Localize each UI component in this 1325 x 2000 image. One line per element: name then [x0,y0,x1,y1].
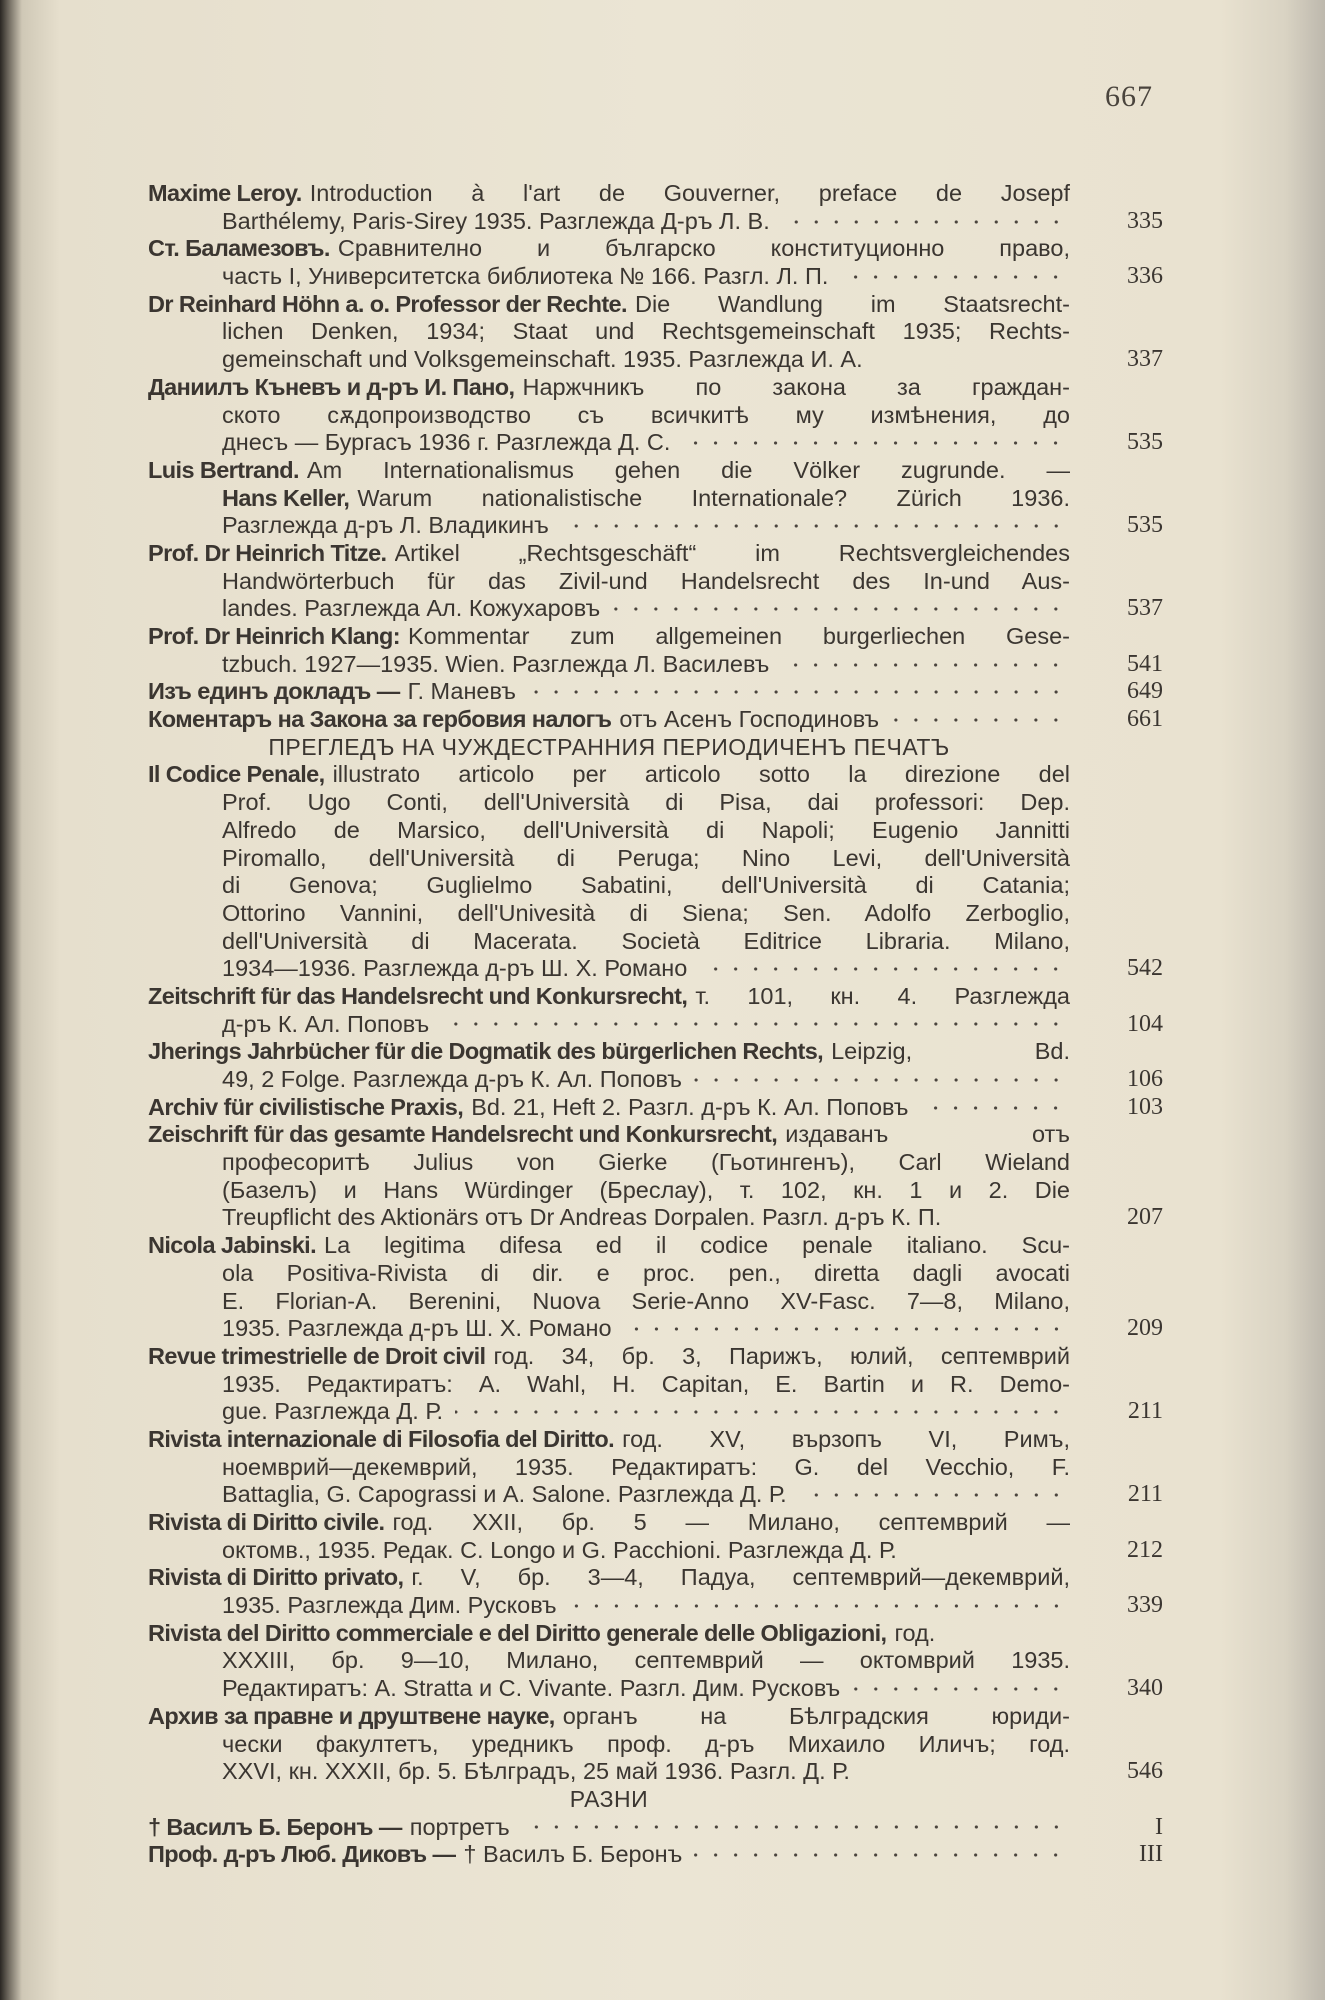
entry-lead: Revue trimestrielle de Droit civil [148,1342,486,1369]
dot-leader [612,606,1066,612]
entry-text [148,1149,1070,1177]
entry-body: di Genova; Guglielmo Sabatini, dell'Università di Catania; [222,872,1070,899]
entry-text [148,595,1070,623]
entry-text [148,1177,1070,1205]
entry-line [148,1038,1163,1066]
entry-line [148,872,1163,900]
entry-body: † Василъ Б. Беронъ [463,1841,683,1868]
entry-text [148,540,1070,568]
entry-body: La legitima difesa ed il codice penale italiano. Scu- [324,1232,1070,1259]
entry-body: год. 34, бр. 3, Парижъ, юлий, септемврий [493,1342,1070,1369]
entry-line [148,706,1163,734]
dot-leader [920,1105,1066,1111]
entry-body: 1934—1936. Разглежда д-ръ Ш. Х. Романо [222,955,688,982]
page-ref: 546 [1127,1758,1163,1785]
dot-leader [852,1686,1066,1692]
entry-line [148,761,1163,789]
entry-lead: Ст. Баламезовъ. [148,235,330,262]
dot-leader [528,689,1066,695]
dot-leader [840,274,1066,280]
toc-entry [148,1094,1163,1122]
entry-line [148,1620,1163,1648]
entry-text [148,1537,1070,1565]
page-ref: 336 [1127,263,1163,290]
entry-text [148,1426,1070,1454]
dot-leader [781,662,1066,668]
table-of-contents [148,180,1163,1869]
entry-line [148,651,1163,679]
entry-line [148,235,1163,263]
page-ref: 212 [1127,1536,1163,1563]
entry-lead: Hans Keller, [222,484,350,511]
entry-text [148,485,1070,513]
dot-leader [522,1824,1066,1830]
entry-body: днесъ — Бургасъ 1936 г. Разглежда Д. С. [222,429,671,456]
entry-body: 49, 2 Folge. Разглежда д-ръ К. Ал. Поповъ [222,1066,682,1092]
entry-text [148,1731,1070,1759]
entry-line [148,623,1163,651]
entry-line [148,1454,1163,1482]
entry-body: Piromallo, dell'Università di Peruga; Nino Levi, dell'Università [222,844,1070,871]
page-ref: 649 [1127,678,1163,705]
entry-text [148,1454,1070,1482]
entry-text [148,1315,1070,1343]
entry-lead: Rivista di Diritto privato, [148,1564,404,1591]
dot-leader [441,1021,1066,1027]
section-heading: ПРЕГЛЕДЪ НА ЧУЖДЕСТРАННИЯ ПЕРИОДИЧЕНЪ ПЕЧАТЪ [268,733,950,760]
entry-lead: Проф. д-ръ Люб. Диковъ — [148,1841,456,1868]
entry-body: год. XXII, бр. 5 — Милано, септемврий — [392,1509,1070,1535]
entry-text [148,1204,1070,1232]
page-number: 667 [1105,80,1153,113]
entry-text [148,761,1070,789]
entry-body: Prof. Ugo Conti, dell'Università di Pisa, dai professori: Dep. [222,789,1070,816]
toc-entry [148,1509,1163,1564]
entry-line [148,346,1163,374]
entry-text [148,1011,1070,1039]
entry-line [148,1758,1163,1786]
entry-text [148,1038,1070,1066]
dot-leader [569,1603,1066,1609]
entry-lead: Rivista internazionale di Filosofia del Diritto. [148,1425,615,1452]
entry-lead: Архив за правне и друштвене науке, [148,1702,555,1729]
entry-lead: Luis Bertrand. [148,456,299,483]
entry-text [148,1343,1070,1371]
toc-entry [148,235,1163,290]
entry-body: Leipzig, Bd. [831,1038,1070,1065]
toc-entry [148,1038,1163,1093]
entry-body: 1935. Редактиратъ: A. Wahl, H. Capitan, E. Bartin и R. Demo- [222,1370,1070,1397]
entry-lead: Il Codice Penale, [148,761,325,788]
toc-entry [148,374,1163,457]
toc-entry [148,1620,1163,1703]
entry-body: Am Internationalismus gehen die Völker zugrunde. — [306,456,1070,483]
entry-body: XXXIII, бр. 9—10, Милано, септемврий — октомврий 1935. [222,1647,1070,1674]
page-ref: 209 [1127,1315,1163,1342]
page-ref: 340 [1127,1675,1163,1702]
entry-line [148,928,1163,956]
entry-line [148,789,1163,817]
toc-entry [148,1343,1163,1426]
entry-line [148,457,1163,485]
entry-line [148,291,1163,319]
entry-text [148,1232,1070,1260]
entry-line [148,1343,1163,1371]
entry-line [148,540,1163,568]
entry-body: д-ръ К. Ал. Поповъ [222,1010,430,1037]
page-ref: I [1155,1813,1163,1840]
entry-body: 1935. Разглежда Дим. Русковъ [222,1592,557,1619]
entry-body: ноемврий—декемврий, 1935. Редактиратъ: G. del Vecchio, F. [222,1453,1070,1480]
toc-entry [148,1232,1163,1343]
entry-line [148,1204,1163,1232]
entry-body: dell'Università di Macerata. Società Editrice Libraria. Milano, [222,927,1070,954]
entry-line [148,1509,1163,1537]
entry-line [148,1426,1163,1454]
toc-entry [148,1703,1163,1786]
entry-line [148,845,1163,873]
entry-text [148,1094,1070,1122]
entry-line [148,263,1163,291]
entry-line [148,1814,1163,1842]
entry-lead: Nicola Jabinski. [148,1232,317,1259]
entry-body: ското сѫдопроизводство съ всичкитѣ му измѣнения, до [222,401,1070,428]
page-ref: 106 [1127,1066,1163,1092]
entry-body: Battaglia, G. Capograssi и A. Salone. Разглежда Д. Р. [222,1481,787,1508]
entry-lead: Zeitschrift für das Handelsrecht und Konkursrecht, [148,982,688,1009]
entry-text [148,263,1070,291]
entry-body: gue. Разглежда Д. Р. [222,1398,444,1425]
entry-text [148,1814,1070,1842]
entry-body: Kommentar zum allgemeinen burgerliechen Gese- [407,623,1070,649]
page-ref: 337 [1127,346,1163,373]
page-ref: 339 [1127,1592,1163,1619]
entry-body: Warum nationalistische Internationale? Zürich 1936. [357,484,1070,511]
entry-text [148,1647,1070,1675]
entry-lead: Prof. Dr Heinrich Titze. [148,539,387,566]
entry-lead: Даниилъ Къневъ и д-ръ И. Пано, [148,373,515,400]
entry-line [148,1177,1163,1205]
entry-line [148,678,1163,706]
toc-entry [148,623,1163,678]
page-ref: 211 [1127,1481,1163,1508]
toc-entry [148,180,1163,235]
page-ref: 335 [1127,207,1163,234]
entry-lead: Rivista del Diritto commerciale e del Diritto generale delle Obligazioni, [148,1619,887,1646]
entry-line [148,318,1163,346]
page-ref: 104 [1127,1010,1163,1037]
page-ref: 542 [1127,955,1163,982]
entry-text [148,512,1070,540]
entry-line [148,1564,1163,1592]
entry-body: Г. Маневъ [407,678,516,705]
entry-body: портретъ [409,1813,510,1840]
entry-line [148,983,1163,1011]
entry-body: XXVI, кн. XXXII, бр. 5. Бѣлградъ, 25 май 1936. Разгл. Д. Р. [222,1758,850,1785]
entry-text [148,845,1070,873]
entry-line [148,1232,1163,1260]
entry-line [148,595,1163,623]
entry-text [148,291,1070,319]
entry-body: издаванъ отъ [785,1121,1070,1148]
entry-text [148,623,1070,651]
entry-line [148,955,1163,983]
entry-line [148,1647,1163,1675]
entry-line [148,374,1163,402]
entry-body: Handwörterbuch für das Zivil-und Handelsrecht des In-und Aus- [222,567,1070,594]
entry-line [148,1121,1163,1149]
entry-text [148,955,1070,983]
entry-line [148,1675,1163,1703]
entry-line [148,1481,1163,1509]
entry-text [148,346,1070,374]
entry-body: lichen Denken, 1934; Staat und Rechtsgemeinschaft 1935; Rechts- [222,318,1070,345]
entry-body: т. 101, кн. 4. Разглежда [695,982,1070,1009]
toc-entry [148,1814,1163,1842]
entry-lead: Jherings Jahrbücher für die Dogmatik des bürgerlichen Rechts, [148,1038,824,1065]
entry-text [148,1509,1070,1537]
entry-text [148,1371,1070,1399]
entry-text [148,651,1070,679]
entry-text [148,1288,1070,1316]
dot-leader [694,1077,1066,1083]
entry-body: чески факултетъ, уредникъ проф. д-ръ Михаило Иличъ; год. [222,1730,1070,1757]
entry-line [148,208,1163,236]
page-ref: 661 [1127,706,1163,733]
entry-text [148,1564,1070,1592]
page-ref: 103 [1127,1093,1163,1120]
entry-text [148,457,1070,485]
entry-line [148,1841,1163,1869]
entry-line [148,1703,1163,1731]
entry-line [148,1537,1163,1565]
entry-text [148,1675,1070,1703]
entry-body: Artikel „Rechtsgeschäft“ im Rechtsvergleichendes [394,539,1070,566]
entry-text [148,983,1070,1011]
dot-leader [694,1852,1066,1858]
entry-text [148,706,1070,734]
entry-lead: Коментаръ на Закона за гербовия налогъ [148,706,612,733]
entry-line [148,900,1163,928]
entry-body: Alfredo de Marsico, dell'Università di Napoli; Eugenio Jannitti [222,816,1070,843]
entry-text [148,318,1070,346]
entry-body: часть I, Университетска библиотека № 166. Разгл. Л. П. [222,263,829,290]
entry-body: Bd. 21, Heft 2. Разгл. д-ръ К. Ал. Поповъ [471,1093,909,1120]
entry-line [148,485,1163,513]
entry-line [148,1149,1163,1177]
entry-body: год. [894,1619,936,1646]
entry-text [148,817,1070,845]
toc-entry [148,291,1163,374]
toc-entry [148,761,1163,983]
toc-entry [148,1426,1163,1509]
entry-body: Разглежда д-ръ Л. Владикинъ [222,512,549,539]
entry-text [148,402,1070,430]
entry-lead: Rivista di Diritto civile. [148,1509,385,1535]
entry-line [148,1398,1163,1426]
entry-lead: Archiv für civilistische Praxis, [148,1093,464,1120]
entry-text [148,235,1070,263]
entry-lead: Maxime Leroy. [148,180,302,206]
page-ref: III [1139,1841,1163,1868]
entry-line [148,1371,1163,1399]
entry-line [148,1066,1163,1094]
entry-body: Treupflicht des Aktionärs отъ Dr Andreas Dorpalen. Разгл. д-ръ К. П. [222,1204,942,1231]
entry-text [148,1398,1070,1426]
entry-text [148,568,1070,596]
entry-lead: Prof. Dr Heinrich Klang: [148,623,400,649]
toc-entry [148,706,1163,734]
entry-line [148,568,1163,596]
entry-line [148,1592,1163,1620]
dot-leader [682,440,1066,446]
entry-line [148,180,1163,208]
entry-body: професоритѣ Julius von Gierke (Гьотингенъ), Carl Wieland [222,1149,1070,1176]
entry-body: г. V, бр. 3—4, Падуа, септемврий—декемврий, [411,1564,1070,1591]
entry-text [148,1481,1070,1509]
toc-entry [148,540,1163,623]
entry-body: октомв., 1935. Редак. C. Longo и G. Pacchioni. Разглежда Д. Р. [222,1536,897,1563]
entry-line [148,1288,1163,1316]
section-heading: РАЗНИ [569,1785,649,1812]
toc-entry [148,983,1163,1038]
entry-text [148,1841,1070,1869]
entry-text [148,180,1070,208]
page-ref: 207 [1127,1204,1163,1231]
page-ref: 211 [1127,1398,1163,1425]
entry-text [148,1260,1070,1288]
entry-text [148,928,1070,956]
dot-leader [891,717,1066,723]
entry-text [148,900,1070,928]
entry-body: отъ Асенъ Господиновъ [619,706,880,733]
entry-lead: † Василъ Б. Беронъ — [148,1813,402,1840]
entry-line [148,1260,1163,1288]
entry-text [148,208,1070,236]
entry-line [148,1094,1163,1122]
entry-text [148,374,1070,402]
toc-entry [148,1841,1163,1869]
entry-body: gemeinschaft und Volksgemeinschaft. 1935. Разглежда И. А. [222,346,863,373]
entry-line [148,1011,1163,1039]
entry-body: illustrato articolo per articolo sotto la direzione del [332,761,1070,788]
entry-body: Die Wandlung im Staatsrecht- [634,290,1070,317]
entry-line [148,1731,1163,1759]
entry-body: Introduction à l'art de Gouverner, preface de Josepf [309,180,1070,206]
toc-entry [148,1121,1163,1232]
entry-line [148,429,1163,457]
dot-leader [561,523,1066,529]
entry-lead: Изъ единъ докладъ — [148,678,400,705]
page-ref: 535 [1127,429,1163,456]
page-ref: 537 [1127,595,1163,622]
entry-text [148,1703,1070,1731]
entry-lead: Zeischrift für das gesamte Handelsrecht und Konkursrecht, [148,1121,778,1148]
entry-body: ola Positiva-Rivista di dir. e proc. pen., diretta dagli avocati [222,1259,1070,1286]
entry-lead: Dr Reinhard Höhn a. o. Professor der Rechte. [148,290,627,317]
entry-text [148,872,1070,900]
dot-leader [782,219,1066,225]
entry-text [148,1758,1070,1786]
entry-body: Barthélemy, Paris-Sirey 1935. Разглежда Д-ръ Л. В. [222,207,770,234]
entry-line [148,512,1163,540]
entry-body: Ottorino Vannini, dell'Univesità di Siena; Sen. Adolfo Zerboglio, [222,899,1070,926]
entry-body: (Базелъ) и Hans Würdinger (Бреслау), т. 102, кн. 1 и 2. Die [222,1176,1070,1203]
entry-body: Редактиратъ: A. Stratta и C. Vivante. Разгл. Дим. Русковъ [222,1675,841,1702]
entry-body: 1935. Разглежда д-ръ Ш. Х. Романо [222,1315,612,1342]
entry-line [148,817,1163,845]
toc-entry [148,457,1163,540]
entry-text [148,429,1070,457]
entry-text [148,789,1070,817]
entry-text [148,1620,1070,1648]
dot-leader [455,1409,1066,1415]
page-ref: 535 [1127,512,1163,539]
entry-body: год. XV, вързопъ VI, Римъ, [622,1425,1070,1452]
page-ref: 541 [1127,650,1163,677]
dot-leader [699,966,1066,972]
entry-body: Наржчникъ по закона за граждан- [522,373,1070,400]
toc-entry [148,1564,1163,1619]
entry-text [148,1121,1070,1149]
entry-text [148,1592,1070,1620]
entry-body: Сравнително и българско конституционно право, [337,235,1070,262]
entry-body: tzbuch. 1927—1935. Wien. Разглежда Л. Василевъ [222,650,770,677]
entry-line [148,402,1163,430]
dot-leader [624,1326,1066,1332]
dot-leader [799,1492,1066,1498]
entry-body: E. Florian-A. Berenini, Nuova Serie-Anno XV-Fasc. 7—8, Milano, [222,1287,1070,1314]
entry-text [148,678,1070,706]
entry-body: органъ на Бѣлградския юриди- [562,1702,1070,1729]
toc-entry [148,678,1163,706]
entry-text [148,1066,1070,1094]
entry-body: landes. Разглежда Ал. Кожухаровъ [222,595,601,622]
entry-line [148,1315,1163,1343]
